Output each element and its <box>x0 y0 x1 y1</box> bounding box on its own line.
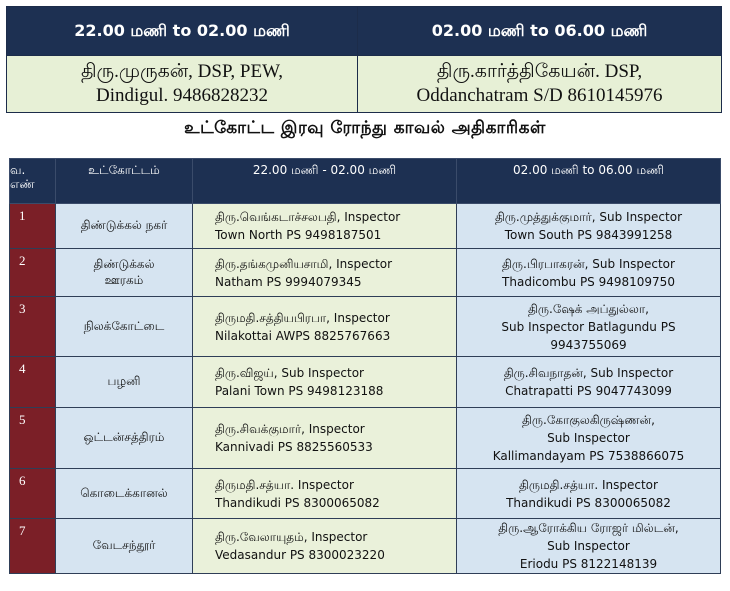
table-row <box>10 469 721 519</box>
officer-detail-line: Kannivadi PS 8825560533 <box>215 440 373 454</box>
officer-detail-line: Vedasandur PS 8300023220 <box>215 548 385 562</box>
top-officer-2-line1: திரு.கார்த்திகேயன். DSP, <box>436 61 643 82</box>
subdivision-name <box>56 249 193 297</box>
table-row <box>10 297 721 357</box>
row-number: 6 <box>10 469 56 519</box>
officer-detail-line: Town North PS 9498187501 <box>215 228 382 242</box>
top-officer-shift-1 <box>7 56 358 113</box>
officer-detail-line: திரு.தங்கமுனியசாமி, Inspector <box>215 256 393 271</box>
col-header-shift-2: 02.00 மணி to 06.00 மணி <box>457 159 721 204</box>
officer-detail-line: திரு.ஆரோக்கிய ரோஜர் மில்டன், <box>498 521 679 535</box>
officer-detail-line: திரு.கோகுலகிருஷ்ணன், <box>522 413 655 427</box>
row-number: 7 <box>10 519 56 574</box>
officer-detail-line: Sub Inspector <box>547 539 630 553</box>
row-number: 5 <box>10 408 56 469</box>
officer-detail-line: Kallimandayam PS 7538866075 <box>492 449 685 463</box>
row-number: 4 <box>10 357 56 408</box>
officer-detail-line: 9943755069 <box>550 337 627 352</box>
officer-detail-line: Eriodu PS 8122148139 <box>519 557 658 571</box>
shift-2-officer <box>457 297 721 357</box>
table-row <box>10 519 721 574</box>
col-header-unit: உட்கோட்டம் <box>56 159 193 204</box>
subdivision-name-line: ஊரகம் <box>104 272 144 287</box>
table-row <box>10 249 721 297</box>
shift-2-officer <box>457 408 721 469</box>
shift-1-officer <box>193 469 457 519</box>
subdivision-name-line: திண்டுக்கல் நகர் <box>80 218 168 232</box>
row-number: 3 <box>10 297 56 357</box>
shift-1-officer <box>193 408 457 469</box>
table-row <box>10 357 721 408</box>
top-officer-shift-2 <box>358 56 722 113</box>
top-officer-1-line1: திரு.முருகன், DSP, PEW, <box>80 61 284 82</box>
shift-2-officer <box>457 519 721 574</box>
table-row <box>10 204 721 249</box>
shift-1-officer <box>193 357 457 408</box>
officer-detail-line: Chatrapatti PS 9047743099 <box>505 384 672 398</box>
subdivision-name-line: வேடசந்தூர் <box>92 538 156 552</box>
page-title: உட்கோட்ட இரவு ரோந்து காவல் அதிகாரிகள் <box>184 118 546 138</box>
officer-detail-line: Thadicombu PS 9498109750 <box>502 274 675 289</box>
table-body <box>10 204 721 574</box>
officer-detail-line: Thandikudi PS 8300065082 <box>215 495 380 510</box>
subdivision-name <box>56 519 193 574</box>
subdivision-name <box>56 408 193 469</box>
subdivision-name <box>56 204 193 249</box>
shift-2-officer <box>457 249 721 297</box>
officer-detail-line: திரு.முத்துக்குமார், Sub Inspector <box>494 210 683 224</box>
officer-detail-line: Sub Inspector Batlagundu PS <box>501 319 676 334</box>
top-officer-2-line2: Oddanchatram S/D 8610145976 <box>416 85 663 106</box>
shift-2-officer <box>457 469 721 519</box>
subdivision-name <box>56 297 193 357</box>
subdivision-name <box>56 469 193 519</box>
officer-detail-line: Town South PS 9843991258 <box>504 228 673 242</box>
officer-detail-line: Palani Town PS 9498123188 <box>215 384 384 398</box>
subdivision-name-line: பழனி <box>107 374 141 388</box>
officer-detail-line: திரு.பிரபாகரன், Sub Inspector <box>502 256 675 271</box>
top-header-shift-1: 22.00 மணி to 02.00 மணி <box>7 7 358 56</box>
row-number: 1 <box>10 204 56 249</box>
col-header-number: வ. எண் <box>10 159 56 204</box>
officer-detail-line: திரு.வெங்கடாச்சலபதி, Inspector <box>215 210 401 224</box>
top-header-shift-2: 02.00 மணி to 06.00 மணி <box>358 7 722 56</box>
shift-1-officer <box>193 519 457 574</box>
col-header-shift-1: 22.00 மணி - 02.00 மணி <box>193 159 457 204</box>
subdivision-name-line: ஒட்டன்சத்திரம் <box>83 430 165 444</box>
subdivision-name-line: திண்டுக்கல் <box>93 256 155 271</box>
subdivision-name <box>56 357 193 408</box>
officer-detail-line: Sub Inspector <box>547 431 630 445</box>
officer-detail-line: திரு.சிவக்குமார், Inspector <box>215 422 365 436</box>
officer-detail-line: திருமதி.சத்யா. Inspector <box>215 477 354 492</box>
shift-2-officer <box>457 204 721 249</box>
table-row <box>10 408 721 469</box>
top-shift-table <box>6 6 722 113</box>
shift-1-officer <box>193 249 457 297</box>
subdivision-name-line: நிலக்கோட்டை <box>83 318 165 333</box>
officer-detail-line: திருமதி.சத்யா. Inspector <box>519 477 658 492</box>
top-officer-1-line2: Dindigul. 9486828232 <box>95 85 269 106</box>
table-header-row <box>10 159 721 204</box>
patrol-officers-table <box>9 158 721 574</box>
row-number: 2 <box>10 249 56 297</box>
officer-detail-line: Thandikudi PS 8300065082 <box>506 495 671 510</box>
subdivision-name-line: கொடைக்கானல் <box>80 485 168 500</box>
shift-1-officer <box>193 204 457 249</box>
officer-detail-line: Natham PS 9994079345 <box>215 274 362 289</box>
officer-detail-line: திரு.விஜய், Sub Inspector <box>215 366 364 380</box>
officer-detail-line: திரு.ஷேக் அப்துல்லா, <box>528 301 649 316</box>
officer-detail-line: திரு.வேலாயுதம், Inspector <box>215 530 368 544</box>
officer-detail-line: திரு.சிவநாதன், Sub Inspector <box>503 366 674 380</box>
officer-detail-line: திருமதி.சத்தியபிரபா, Inspector <box>215 310 390 325</box>
shift-2-officer <box>457 357 721 408</box>
shift-1-officer <box>193 297 457 357</box>
officer-detail-line: Nilakottai AWPS 8825767663 <box>215 328 391 343</box>
